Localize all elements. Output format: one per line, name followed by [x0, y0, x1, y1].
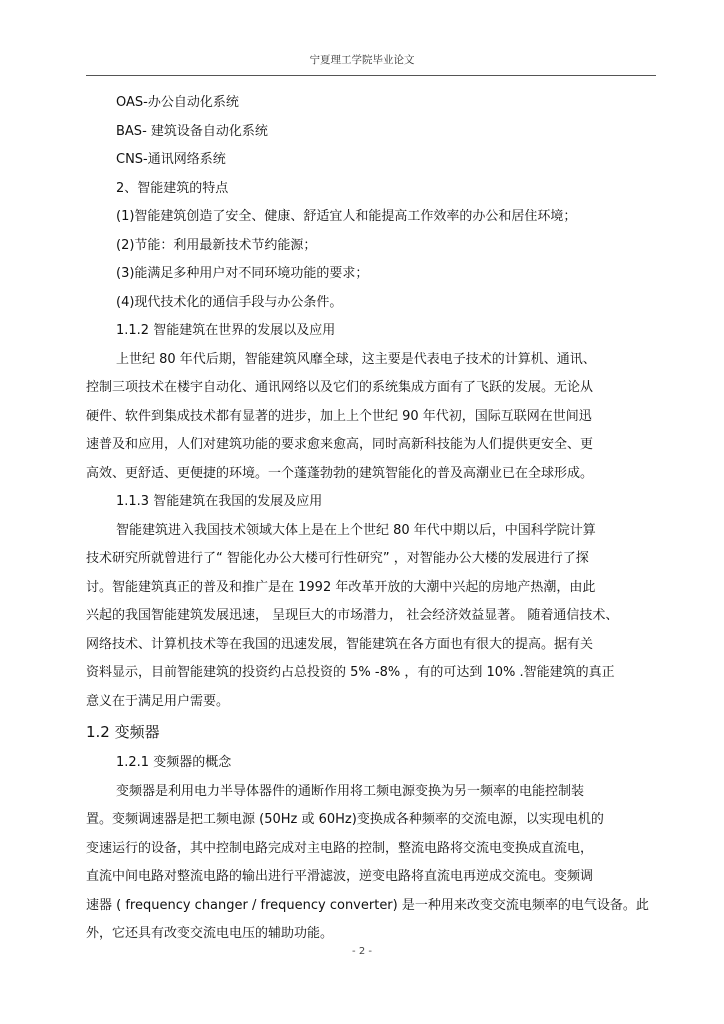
paragraph-line: 上世纪 80 年代后期，智能建筑风靡全球，这主要是代表电子技术的计算机、通讯、: [116, 351, 596, 367]
feature-item-3: (3)能满足多种用户对不同环境功能的要求；: [116, 266, 369, 281]
paragraph-line: 外，它还具有改变交流电电压的辅助功能。: [86, 926, 334, 941]
paragraph-line: 变速运行的设备，其中控制电路完成对主电路的控制，整流电路将交流电变换成直流电，: [86, 840, 594, 856]
paragraph-line: 网络技术、计算机技术等在我国的迅速发展，智能建筑在各方面也有很大的提高。据有关: [86, 636, 594, 652]
feature-item-4: (4)现代技术化的通信手段与办公条件。: [116, 294, 343, 310]
section-heading-1-1-3: 1.1.3 智能建筑在我国的发展及应用: [116, 494, 323, 509]
paragraph-line: 高效、更舒适、更便捷的环境。一个蓬蓬勃勃的建筑智能化的普及高潮业已在全球形成。: [86, 465, 594, 481]
paragraph-line: 资料显示，目前智能建筑的投资约占总投资的 5% -8% ，有的可达到 10% .智能建筑的真正: [86, 665, 615, 680]
paragraph-line: 控制三项技术在楼宇自动化、通讯网络以及它们的系统集成方面有了飞跃的发展。无论从: [86, 380, 594, 395]
section-heading-1-1-2: 1.1.2 智能建筑在世界的发展以及应用: [116, 323, 336, 338]
list-item-oas: OAS-办公自动化系统: [116, 95, 239, 110]
paragraph-line: 速器 ( frequency changer / frequency converter) 是一种用来改变交流电频率的电气设备。此: [86, 897, 649, 913]
header-divider: [86, 75, 656, 76]
section-heading-1-2: 1.2 变频器: [86, 723, 160, 741]
paragraph-line: 硬件、软件到集成技术都有显著的进步，加上上个世纪 90 年代初，国际互联网在世间迅: [86, 408, 592, 424]
paragraph-line: 变频器是利用电力半导体器件的通断作用将工频电源变换为另一频率的电能控制装: [116, 783, 585, 799]
paragraph-line: 速普及和应用，人们对建筑功能的要求愈来愈高，同时高新科技能为人们提供更安全、更: [86, 437, 594, 452]
paragraph-line: 讨。智能建筑真正的普及和推广是在 1992 年改革开放的大潮中兴起的房地产热潮，由此: [86, 579, 596, 595]
paragraph-line: 置。变频调速器是把工频电源 (50Hz 或 60Hz)变换成各种频率的交流电源，以实现电机的: [86, 812, 604, 827]
paragraph-line: 兴起的我国智能建筑发展迅速， 呈现巨大的市场潜力， 社会经济效益显著。 随着通信技术、: [86, 608, 619, 623]
subheading-features: 2、智能建筑的特点: [116, 180, 229, 196]
paragraph-line: 意义在于满足用户需要。: [86, 693, 230, 709]
list-item-bas: BAS- 建筑设备自动化系统: [116, 123, 268, 139]
page-header-title: 宁夏理工学院毕业论文: [309, 54, 415, 66]
feature-item-1: (1)智能建筑创造了安全、健康、舒适宜人和能提高工作效率的办公和居住环境；: [116, 209, 577, 224]
paragraph-line: 智能建筑进入我国技术领域大体上是在上个世纪 80 年代中期以后，中国科学院计算: [116, 522, 596, 538]
section-heading-1-2-1: 1.2.1 变频器的概念: [116, 755, 232, 770]
list-item-cns: CNS-通讯网络系统: [116, 152, 226, 167]
feature-item-2: (2)节能：利用最新技术节约能源；: [116, 237, 317, 253]
paragraph-line: 直流中间电路对整流电路的输出进行平滑滤波，逆变电路将直流电再逆成交流电。变频调: [86, 869, 594, 884]
page-number: - 2 -: [352, 946, 372, 957]
paragraph-line: 技术研究所就曾进行了“ 智能化办公大楼可行性研究” ，对智能办公大楼的发展进行了探: [86, 551, 589, 566]
document-body: [86, 89, 656, 949]
